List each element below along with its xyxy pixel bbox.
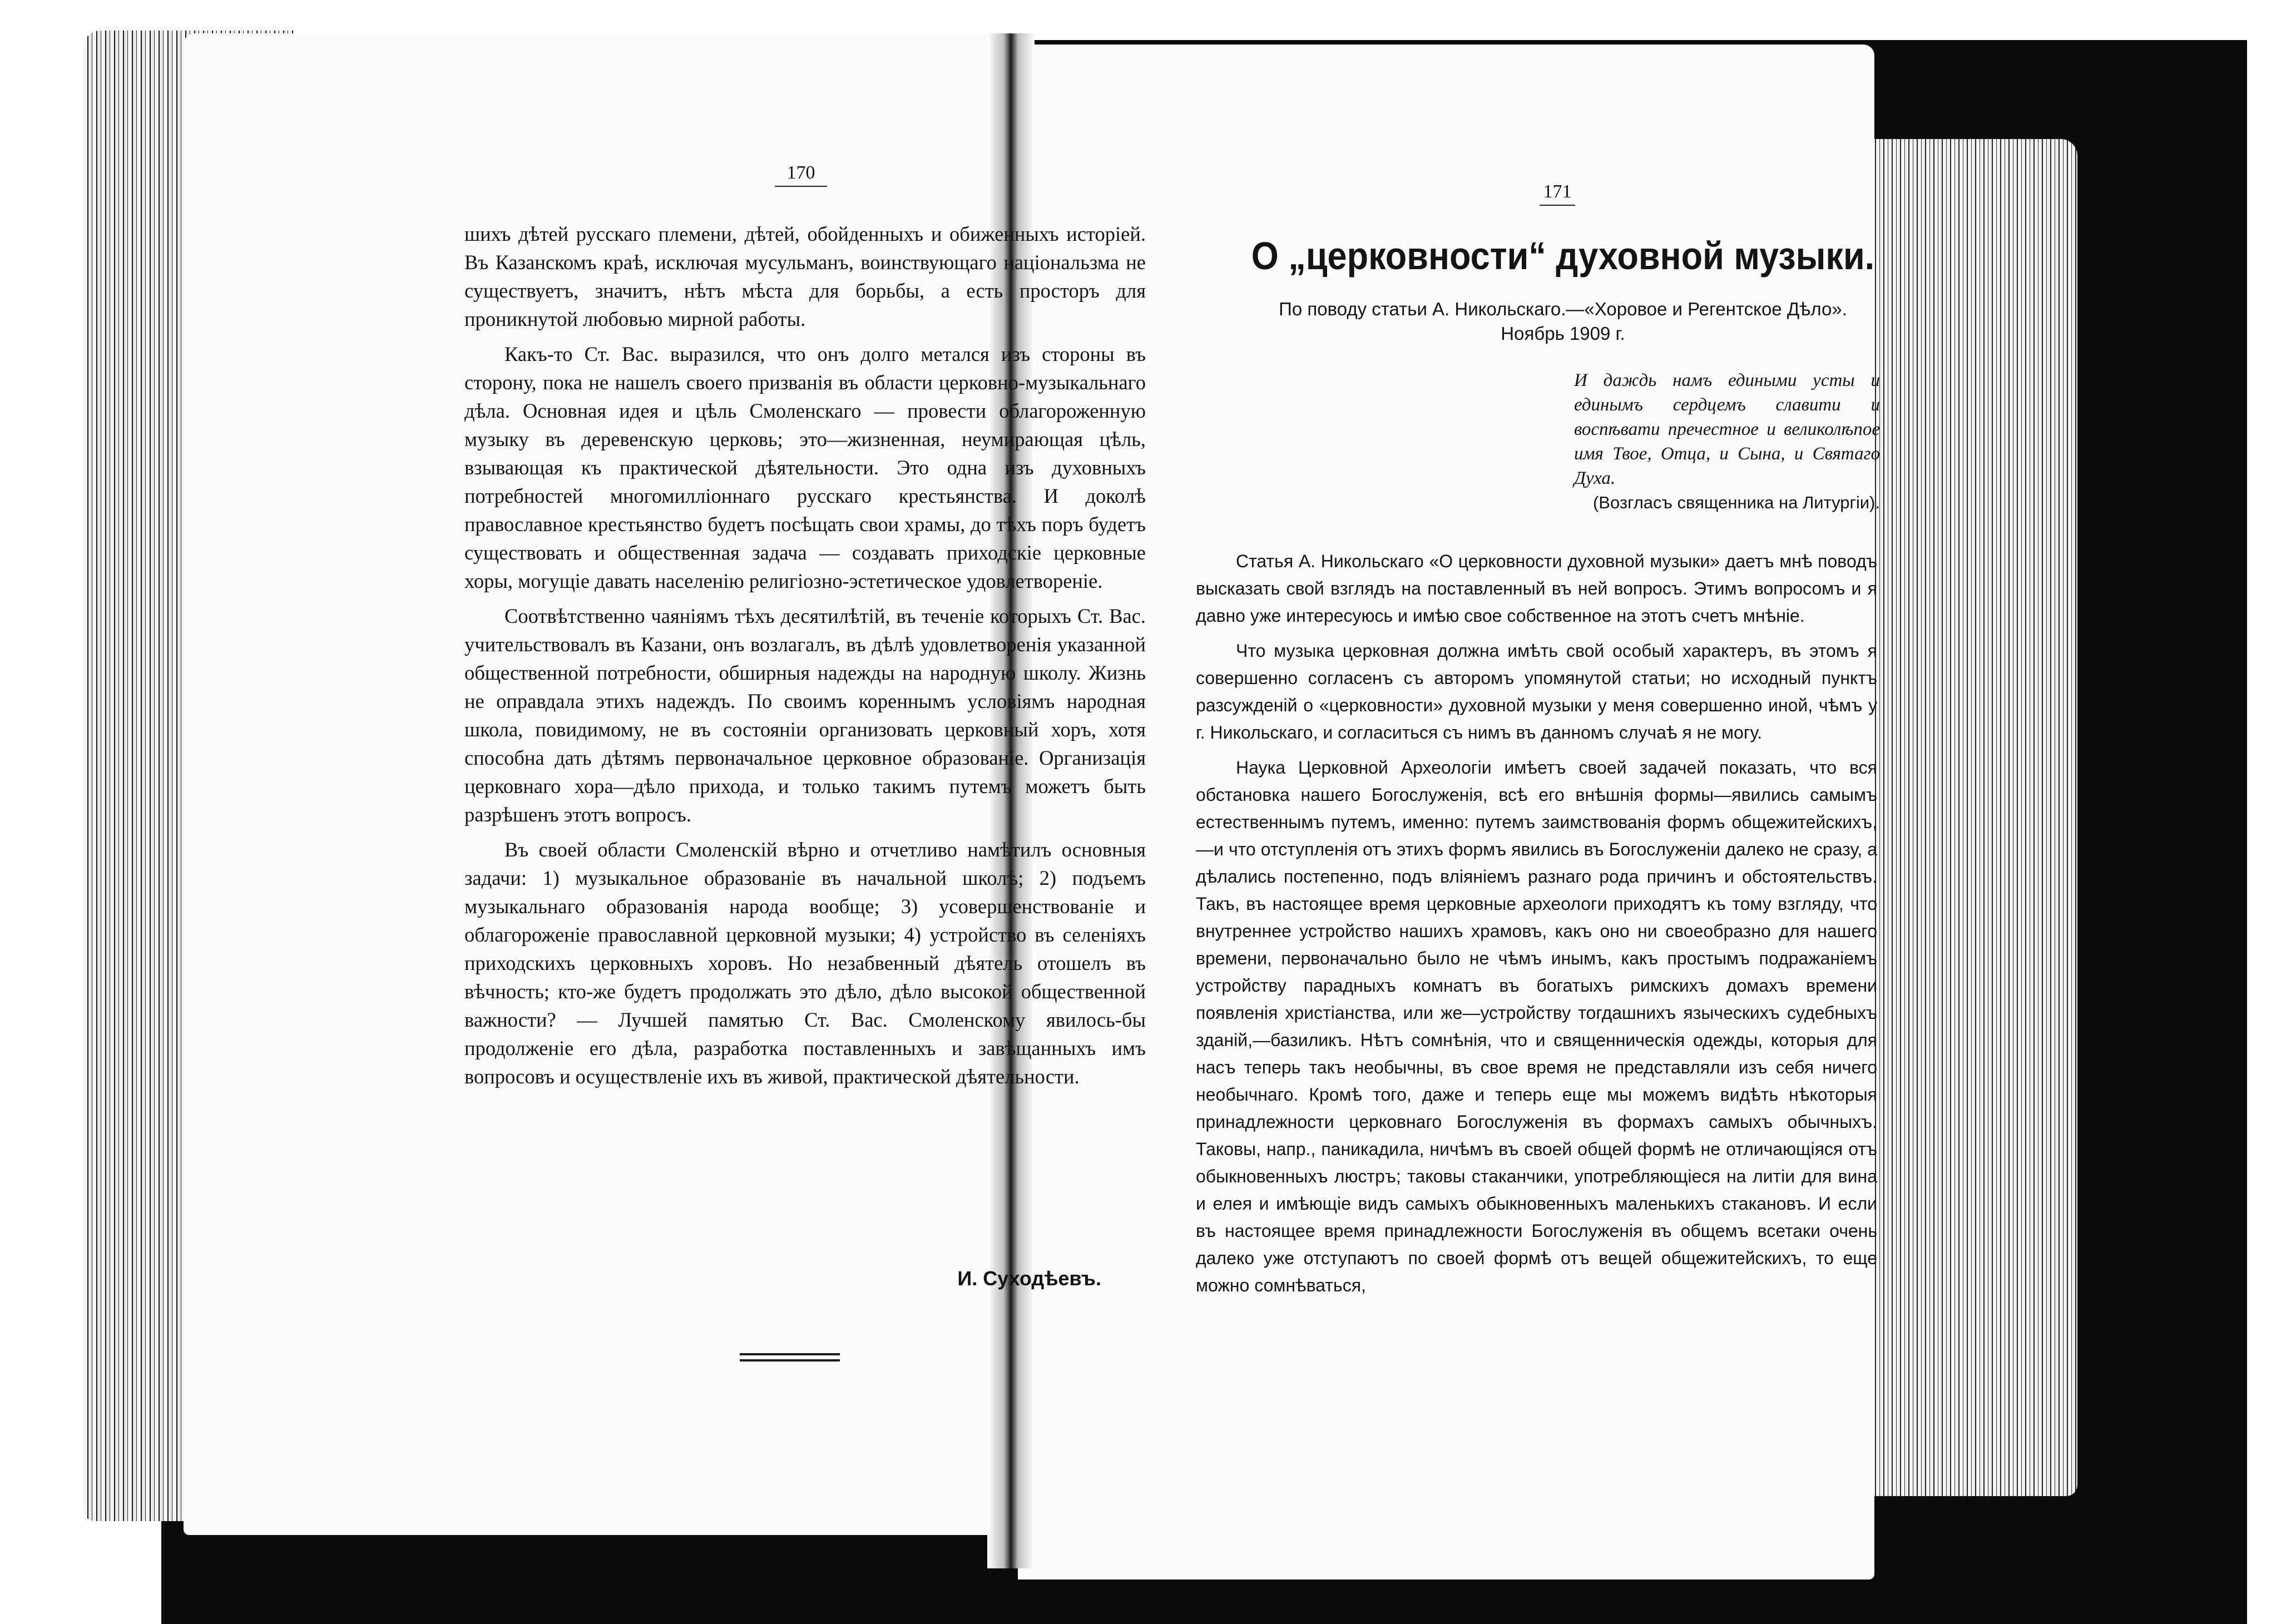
left-paragraph-1: шихъ дѣтей русскаго племени, дѣтей, обойденныхъ и обиженныхъ исторіей. Въ Казанскомъ краѣ, исключая мусульманъ, воинствующаго національзма не существуетъ, значитъ, нѣтъ мѣста для борьбы, а есть просторъ для проникнутой любовью мирной работы. [464, 222, 1146, 330]
right-paragraph-3: Наука Церковной Археологіи имѣетъ своей задачей показать, что вся обстановка нашего Богослуженія, всѣ его внѣшнія формы—явились самымъ естественнымъ путемъ, именно: путемъ заимствованія формъ общежитейскихъ,—и что отступленія отъ этихъ формъ явились въ Богослуженіи далеко не сразу, а дѣлались постепенно, подъ вліяніемъ разнаго рода причинъ и обстоятельствъ. Такъ, въ настоящее время церковные археологи приходятъ къ тому взгляду, что внутреннее устройство нашихъ храмовъ, какъ оно ни своеобразно для нашего времени, первоначально было не чѣмъ инымъ, какъ простымъ подражаніемъ устройству парадныхъ комнатъ въ богатыхъ римскихъ домахъ времени появленія христіанства, или же—устройству тогдашнихъ языческихъ судебныхъ зданій,—базиликъ. Нѣтъ сомнѣнія, что и священническія одежды, которыя для насъ теперь такъ необычны, въ свое время не представляли изъ себя ничего необычнаго. Кромѣ того, даже и теперь еще мы можемъ видѣть нѣкоторыя принадлежности церковнаго Богослуженія въ формахъ самыхъ обычныхъ. Таковы, напр., паникадила, ничѣмъ въ своей общей формѣ не отличающіяся отъ обыкновенныхъ люстръ; таковы стаканчики, употребляющіеся на литіи для вина и елея и имѣющіе видъ самыхъ обыкновенныхъ маленькихъ стакановъ. И если въ настоящее время принадлежности Богослуженія въ общемъ всетаки очень далеко уже отступаютъ по своей формѣ отъ вещей общежитейскихъ, то еще можно сомнѣваться, [1196, 757, 1877, 1295]
right-page-number: 171 [1535, 181, 1580, 206]
epigraph-text: И даждь намъ едиными усты и единымъ сердцемъ славити и воспѣвати пречестное и великолѣпое имя Твое, Отца, и Сына, и Святаго Духа. [1574, 370, 1880, 488]
left-page-number: 170 [770, 162, 832, 187]
left-page-text [464, 220, 1146, 1097]
subtitle-line-2: Ноябрь 1909 г. [1501, 323, 1625, 344]
subtitle-line-1: По поводу статьи А. Никольскаго.—«Хоровое и Регентское Дѣло». [1279, 299, 1847, 319]
end-rule-top [740, 1353, 840, 1355]
end-rule-bottom [740, 1359, 840, 1361]
left-paragraph-2: Какъ-то Ст. Вас. выразился, что онъ долго метался изъ стороны въ сторону, пока не нашелъ своего призванія въ области церковно-музыкальнаго дѣла. Основная идея и цѣль Смоленскаго — провести облагороженную музыку въ деревенскую церковь; это—жизненная, неумирающая цѣль, взывающая къ практической дѣятельности. Это одна изъ духовныхъ потребностей многомилліоннаго русскаго крестьянства. И доколѣ православное крестьянство будетъ посѣщать свои храмы, до тѣхъ поръ будетъ существовать и общественная задача — создавать приходскіе церковные хоры, могущіе давать населенію религіозно-эстетическое удовлетвореніе. [464, 343, 1146, 592]
left-paragraph-4: Въ своей области Смоленскій вѣрно и отчетливо намѣтилъ основныя задачи: 1) музыкальное образованіе въ начальной школѣ; 2) подъемъ музыкальнаго образованія народа вообще; 3) усовершенствованіе и облагороженіе православной церковной музыки; 4) устройство въ селеніяхъ приходскихъ церковныхъ хоровъ. Но незабвенный дѣятель отошелъ въ вѣчность; кто-же будетъ продолжать это дѣло, дѣло высокой общественной важности? — Лучшей памятью Ст. Вас. Смоленскому явилось-бы продолженіе его дѣла, разработка поставленныхъ и завѣщанныхъ имъ вопросовъ и осуществленіе ихъ въ живой, практической дѣятельности. [464, 838, 1146, 1088]
right-page-text [1196, 548, 1877, 1307]
left-paragraph-3: Соотвѣтственно чаяніямъ тѣхъ десятилѣтій, въ теченіе которыхъ Ст. Вас. учительствовалъ въ Казани, онъ возлагалъ, въ дѣлѣ удовлетворенія указанной общественной потребности, обширныя надежды на народную школу. Жизнь не оправдала этихъ надеждъ. По своимъ кореннымъ условіямъ народная школа, повидимому, не въ состояніи организовать церковный хоръ, хотя способна дать дѣтямъ первоначальное церковное образованіе. Организація церковнаго хора—дѣло прихода, и только такимъ путемъ можетъ быть разрѣшенъ этотъ вопросъ. [464, 605, 1146, 826]
article-subtitle [1190, 297, 1936, 346]
epigraph [1574, 368, 1880, 515]
right-paragraph-1: Статья А. Никольскаго «О церковности духовной музыки» даетъ мнѣ поводъ высказать свой взглядъ на поставленный въ ней вопросъ. Этимъ вопросомъ и я давно уже интересуюсь и имѣю свое собственное на этотъ счетъ мнѣніе. [1196, 551, 1877, 626]
epigraph-source: (Возгласъ священника на Литургіи). [1592, 493, 1880, 512]
author-signature: И. Суходѣевъ. [957, 1267, 1101, 1290]
article-title: О „церковности“ духовной музыки. [1251, 234, 1875, 278]
right-paragraph-2: Что музыка церковная должна имѣть свой особый характеръ, въ этомъ я совершенно согласенъ съ авторомъ упомянутой статьи; но исходный пунктъ разсужденій о «церковности» духовной музыки у меня совершенно иной, чѣмъ у г. Никольскаго, и согласиться съ нимъ въ данномъ случаѣ я не могу. [1196, 641, 1877, 742]
